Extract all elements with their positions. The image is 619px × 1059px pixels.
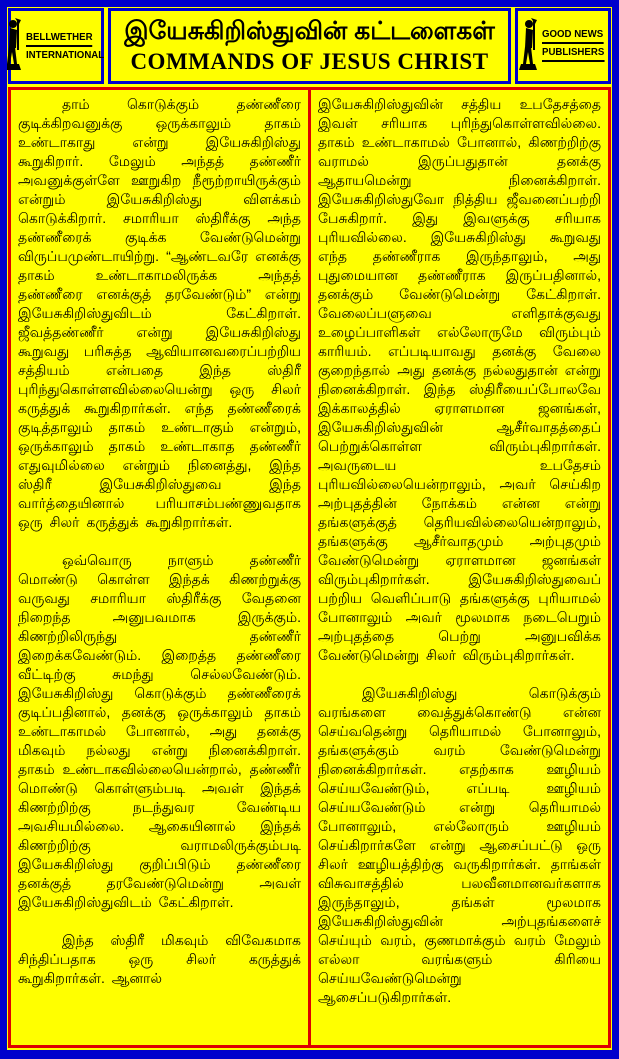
right-paragraph-1: இயேசுகிறிஸ்துவின் சத்திய உபதேசத்தை இவள் சரியாக புரிந்துகொள்ளவில்லை. தாகம் உண்டாகாமல் போனால், கிணற்றிற்கு வராமல் இருப்பதுதான் தனக்கு ஆதாயமென்று நினைக்கிறாள். இயேசுகிறிஸ்துவோ நித்திய ஜீவனைப்பற்றி பேசுகிறார். இது இவளுக்கு சரியாக புரியவில்லை. இயேசுகிறிஸ்து கூறுவது எந்த தண்ணீராக இருந்தாலும், அது புதுமையான தண்ணீராக இருப்பதினால், தனக்கும் வேண்டுமென்று கேட்கிறாள். வேலைப்பளுவை எளிதாக்குவது உழைப்பாளிகள் எல்லோருமே விரும்பும் காரியம். எப்படியாவது தனக்கு வேலை குறைந்தால் அது தனக்கு நல்லதுதான் என்று நினைக்கிறாள். இந்த ஸ்திரீயைப்போலவே இக்காலத்தில் ஏராளமான ஜனங்கள், இயேசுகிறிஸ்துவின் ஆசீர்வாதத்தைப் பெற்றுக்கொள்ள விரும்புகிறார்கள். அவருடைய உபதேசம் புரியவில்லையென்றாலும், அவர் செய்கிற அற்புதத்தின் நோக்கம் என்ன என்று தங்களுக்குத் தெரியவில்லையென்றாலும், தங்களுக்கு ஆசீர்வாதமும் அற்புதமும் வேண்டுமென்று ஏராளமான ஜனங்கள் விரும்புகிறார்கள். இயேசுகிறிஸ்துவைப் பற்றிய வெளிப்பாடு தங்களுக்கு புரியாமல் போனாலும் அவர் மூலமாக நடைபெறும் அற்புதத்தை பெற்று அனுபவிக்க வேண்டுமென்று சிலர் விரும்புகிறார்கள். [318, 96, 601, 663]
right-paragraph-2: இயேசுகிறிஸ்து கொடுக்கும் வரங்களை வைத்துக்கொண்டு என்ன செய்வதென்று தெரியாமல் போனாலும், தங்களுக்கும் வரம் வேண்டுமென்று நினைக்கிறார்கள். எதற்காக ஊழியம் செய்யவேண்டும், எப்படி ஊழியம் செய்யவேண்டும் என்று தெரியாமல் போனாலும், எல்லோரும் ஊழியம் செய்கிறார்களே என்று ஆசைப்பட்டு ஒரு சிலர் ஊழியத்திற்கு வருகிறார்கள். தாங்கள் விசுவாசத்தில் பலவீனமானவர்களாக இருந்தாலும், தங்கள் மூலமாக இயேசுகிறிஸ்துவின் அற்புதங்களைச் செய்யும் வரம், குணமாக்கும் வரம் மேலும் எல்லா வரங்களும் கிரியை செய்யவேண்டுமென்று ஆசைப்படுகிறார்கள். [318, 685, 601, 1005]
bellwether-logo-text [26, 31, 111, 62]
bellwether-figure-icon [1, 18, 23, 74]
goodnews-logo-text [542, 28, 610, 64]
bellwether-logo-box [8, 8, 104, 84]
tract-body [8, 87, 611, 1048]
left-column [11, 90, 308, 1045]
goodnews-logo-line1: GOOD NEWS [542, 28, 603, 44]
left-paragraph-2: ஒவ்வொரு நாளும் தண்ணீர் மொண்டு கொள்ள இந்தக் கிணற்றுக்கு வருவது சமாரியா ஸ்திரீக்கு வேதனை நிறைந்த அனுபவமாக இருக்கும். கிணற்றிலிருந்து தண்ணீர் இறைக்கவேண்டும். இறைத்த தண்ணீரை வீட்டிற்கு சுமந்து செல்லவேண்டும். இயேசுகிறிஸ்து கொடுக்கும் தண்ணீரைக் குடிப்பதினால், தனக்கு ஒருக்காலும் தாகம் உண்டாகாமல் போனால், அது தனக்கு மிகவும் நல்லது என்று நினைக்கிறாள். தாகம் உண்டாகவில்லையென்றால், தண்ணீர் மொண்டு கொள்ளும்படி அவள் இந்தக் கிணற்றிற்கு நடந்துவர வேண்டிய அவசியமில்லை. ஆகையினால் இந்தக் கிணற்றிற்கு வராமலிருக்கும்படி இயேசுகிறிஸ்து குறிப்பிடும் தண்ணீரை தனக்குத் தரவேண்டுமென்று அவள் இயேசுகிறிஸ்துவிடம் கேட்கிறாள். [18, 552, 301, 910]
right-column [311, 90, 608, 1045]
bellwether-logo-line1: BELLWETHER [26, 31, 93, 47]
header [7, 7, 612, 86]
title-tamil: இயேசுகிறிஸ்துவின் கட்டளைகள் [124, 17, 495, 45]
left-paragraph-1: தாம் கொடுக்கும் தண்ணீரை குடிக்கிறவனுக்கு ஒருக்காலும் தாகம் உண்டாகாது என்று இயேசுகிறிஸ்து கூறுகிறார். மேலும் அந்தத் தண்ணீர் அவனுக்குள்ளே ஊறுகிற நீரூற்றாயிருக்கும் என்றும் இயேசுகிறிஸ்து விளக்கம் கொடுக்கிறார். சமாரியா ஸ்திரீக்கு அந்த தண்ணீரைக் குடிக்க வேண்டுமென்று விருப்பமுண்டாயிற்று. “ஆண்டவரே எனக்கு தாகம் உண்டாகாமலிருக்க அந்தத் தண்ணீரை எனக்குத் தரவேண்டும்” என்று இயேசுகிறிஸ்துவிடம் கேட்கிறாள். ஜீவத்தண்ணீர் என்று இயேசுகிறிஸ்து கூறுவது பரிசுத்த ஆவியானவரைப்பற்றிய சத்தியம் என்பதை இந்த ஸ்திரீ புரிந்துகொள்ளவில்லையென்று ஒரு சிலர் கருத்துக் கூறுகிறார்கள். எந்த தண்ணீரைக் குடித்தாலும் தாகம் உண்டாகும் என்றும், ஒருக்காலும் தாகம் உண்டாகாத தண்ணீர் எதுவுமில்லை என்றும் நினைத்து, இந்த ஸ்திரீ இயேசுகிறிஸ்துவை இந்த வார்த்தையினால் பரியாசம்பண்ணுவதாக ஒரு சிலர் கருத்துக் கூறுகிறார்கள். [18, 96, 301, 530]
goodnews-logo-box [515, 8, 611, 84]
title-english: COMMANDS OF JESUS CHRIST [130, 49, 489, 74]
title-box [108, 8, 511, 84]
goodnews-logo-line2: PUBLISHERS [542, 46, 604, 62]
goodnews-figure-icon [517, 18, 539, 74]
bellwether-logo-line2: INTERNATIONAL [26, 48, 105, 61]
left-paragraph-3: இந்த ஸ்திரீ மிகவும் விவேகமாக சிந்திப்பதாக ஒரு சிலர் கருத்துக் கூறுகிறார்கள். ஆனால் [18, 932, 301, 986]
